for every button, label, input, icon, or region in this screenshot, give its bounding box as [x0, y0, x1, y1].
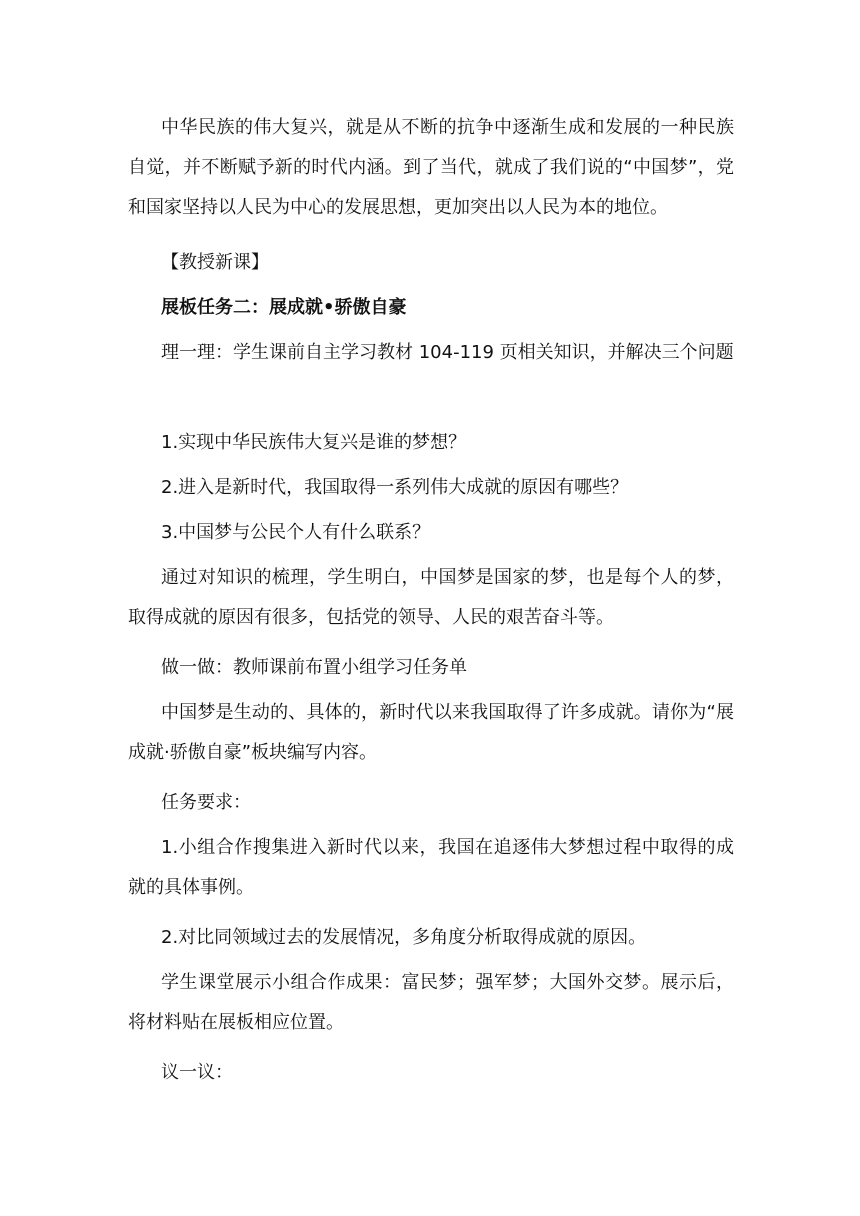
paragraph-discuss: 议一议： [161, 1062, 233, 1083]
paragraph-intro: 中华民族的伟大复兴，就是从不断的抗争中逐渐生成和发展的一种民族自觉，并不断赋予新的时代内涵。到了当代，就成了我们说的“中国梦”，党和国家坚持以人民为中心的发展思想，更加突出以人民为本的地位。 [128, 117, 734, 218]
paragraph-summary: 通过对知识的梳理，学生明白，中国梦是国家的梦，也是每个人的梦，取得成就的原因有很多，包括党的领导、人民的艰苦奋斗等。 [128, 567, 734, 628]
task-two-heading: 展板任务二：展成就•骄傲自豪 [161, 297, 407, 318]
section-heading-new-lesson: 【教授新课】 [161, 252, 269, 273]
paragraph-do-it: 做一做：教师课前布置小组学习任务单 [161, 657, 467, 678]
question-3: 3.中国梦与公民个人有什么联系？ [161, 522, 431, 543]
requirement-2: 2.对比同领域过去的发展情况，多角度分析取得成就的原因。 [161, 927, 647, 948]
question-2: 2.进入是新时代，我国取得一系列伟大成就的原因有哪些？ [161, 477, 629, 498]
paragraph-chinese-dream: 中国梦是生动的、具体的，新时代以来我国取得了许多成就。请你为“展成就·骄傲自豪”板块编写内容。 [128, 702, 734, 763]
question-1: 1.实现中华民族伟大复兴是谁的梦想？ [161, 432, 467, 453]
paragraph-student-display: 学生课堂展示小组合作成果：富民梦；强军梦；大国外交梦。展示后，将材料贴在展板相应位置。 [128, 972, 734, 1033]
requirement-1: 1.小组合作搜集进入新时代以来，我国在追逐伟大梦想过程中取得的成就的具体事例。 [128, 837, 734, 898]
paragraph-sort-out: 理一理：学生课前自主学习教材 104-119 页相关知识，并解决三个问题 [161, 342, 734, 363]
task-requirements-label: 任务要求： [161, 792, 251, 813]
